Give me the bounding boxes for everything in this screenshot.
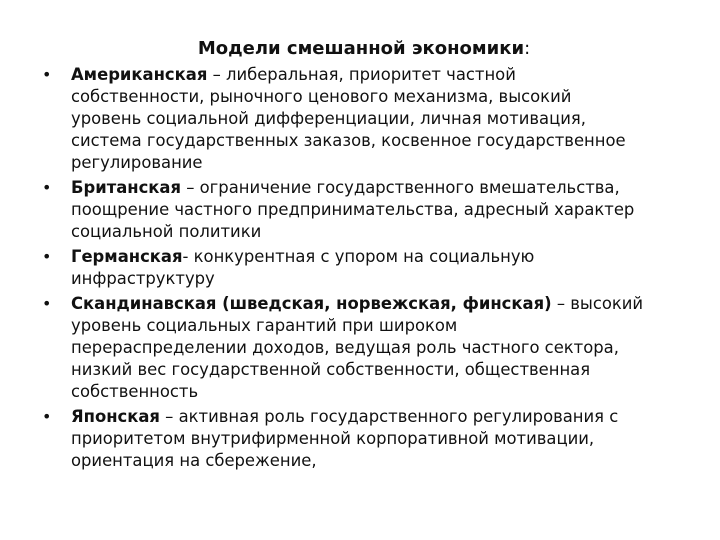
list-item-scandinavian: [0, 293, 720, 403]
item-lead: Британская: [71, 178, 182, 197]
economy-models-list: [0, 64, 720, 475]
list-item-british: [0, 177, 720, 243]
item-lead: Германская: [71, 247, 183, 266]
item-line: поощрение частного предпринимательства, адресный характер: [71, 200, 635, 219]
item-line: [71, 177, 668, 199]
bullet-icon: •: [42, 247, 52, 266]
item-lead: Скандинавская (шведская, норвежская, финская): [71, 294, 552, 313]
item-line: уровень социальных гарантий при широком: [71, 316, 458, 335]
slide-title-colon: :: [524, 38, 531, 59]
bullet-icon: •: [42, 65, 52, 84]
item-text: – ограничение государственного вмешательства,: [181, 178, 620, 197]
item-line: регулирование: [71, 153, 203, 172]
item-line: [71, 406, 668, 428]
item-text: - конкурентная с упором на социальную: [182, 247, 535, 266]
item-line: перераспределении доходов, ведущая роль частного сектора,: [71, 338, 619, 357]
item-line: [71, 293, 668, 315]
item-line: низкий вес государственной собственности, общественная: [71, 360, 591, 379]
bullet-icon: •: [42, 178, 52, 197]
slide-title: [0, 38, 720, 60]
item-line: система государственных заказов, косвенное государственное: [71, 131, 626, 150]
item-line: социальной политики: [71, 222, 262, 241]
slide-title-text: Модели смешанной экономики: [197, 38, 525, 59]
item-line: собственность: [71, 382, 199, 401]
item-lead: Японская: [71, 407, 160, 426]
item-line: ориентация на сбережение,: [71, 451, 317, 470]
item-text: – активная роль государственного регулирования с: [159, 407, 619, 426]
item-line: инфраструктуру: [71, 269, 215, 288]
item-line: собственности, рыночного ценового механизма, высокий: [71, 87, 572, 106]
item-line: [71, 246, 668, 268]
list-item-german: [0, 246, 720, 290]
item-line: приоритетом внутрифирменной корпоративной мотивации,: [71, 429, 595, 448]
item-lead: Американская: [71, 65, 208, 84]
item-line: [71, 64, 668, 86]
item-text: – либеральная, приоритет частной: [207, 65, 516, 84]
item-line: уровень социальной дифференциации, личная мотивация,: [71, 109, 586, 128]
list-item-japanese: [0, 406, 720, 472]
bullet-icon: •: [42, 294, 52, 313]
list-item-american: [0, 64, 720, 174]
bullet-icon: •: [42, 407, 52, 426]
item-text: – высокий: [551, 294, 644, 313]
